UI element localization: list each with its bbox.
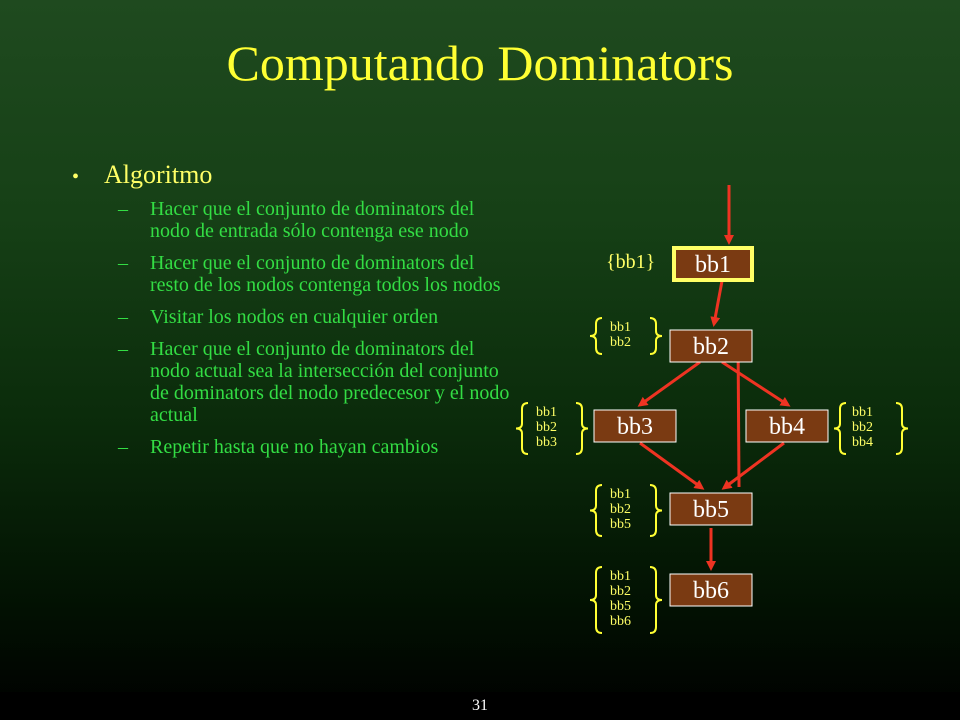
dominator-entry: bb3 — [536, 435, 557, 450]
node-label: bb5 — [693, 497, 729, 523]
left-brace-icon — [516, 403, 528, 454]
left-brace-icon — [590, 485, 602, 536]
subitem-text: Hacer que el conjunto de dominators del nodo de entrada sólo contenga ese nodo — [150, 198, 475, 242]
node-bb6 — [670, 574, 752, 606]
node-bb3 — [594, 410, 676, 442]
dominator-set-bb5 — [590, 485, 662, 536]
subitem-text: Hacer que el conjunto de dominators del resto de los nodos contenga todos los nodos — [150, 252, 501, 296]
right-brace-icon — [896, 403, 908, 454]
dominator-entry: bb1 — [852, 405, 873, 420]
subitem-text: Repetir hasta que no hayan cambios — [150, 436, 439, 458]
dominator-entry: bb2 — [536, 420, 557, 435]
list-item: – Hacer que el conjunto de dominators del nodo de entrada sólo contenga ese nodo — [118, 198, 475, 242]
subitem-text: Hacer que el conjunto de dominators del nodo actual sea la intersección del conjunto de dominators del nodo predecesor y el nodo actual — [150, 338, 510, 426]
dominator-entry: bb2 — [852, 420, 873, 435]
dominator-entry: bb1 — [610, 487, 631, 502]
node-label: bb6 — [693, 578, 729, 604]
dominator-entry: bb5 — [610, 517, 631, 532]
left-brace-icon — [590, 567, 602, 633]
slide-title: Computando Dominators — [226, 35, 734, 91]
dominator-entry: bb5 — [610, 599, 631, 614]
dominator-entry: bb1 — [536, 405, 557, 420]
node-label: bb1 — [695, 252, 731, 278]
edge-bb3-to-bb5 — [640, 443, 702, 488]
dominator-entry: bb4 — [852, 435, 873, 450]
edge-bb1-to-bb2 — [714, 281, 722, 324]
dominator-entry: bb1 — [610, 320, 631, 335]
right-brace-icon — [650, 485, 662, 536]
right-brace-icon — [650, 318, 662, 354]
bullet-dot-icon: • — [72, 166, 80, 188]
subitem-text: Visitar los nodos en cualquier orden — [150, 306, 439, 328]
edge-bb2-to-bb3 — [640, 362, 700, 405]
dominator-entry: bb6 — [610, 614, 631, 629]
edge-bb4-to-bb5 — [724, 443, 784, 488]
left-brace-icon — [590, 318, 602, 354]
right-brace-icon — [650, 567, 662, 633]
left-brace-icon — [834, 403, 846, 454]
node-bb5 — [670, 493, 752, 525]
list-item: – Hacer que el conjunto de dominators del resto de los nodos contenga todos los nodos — [118, 252, 501, 296]
node-bb2 — [670, 330, 752, 362]
node-bb1 — [674, 248, 752, 280]
dominator-set-bb6 — [590, 567, 662, 633]
node-label: bb2 — [693, 334, 729, 360]
list-item: – Repetir hasta que no hayan cambios — [118, 436, 439, 458]
dominator-entry: bb2 — [610, 502, 631, 517]
node-bb4 — [746, 410, 828, 442]
list-item: – Hacer que el conjunto de dominators del nodo actual sea la intersección del conjunto de dominators del nodo predecesor y el nodo actual — [118, 338, 510, 426]
list-item: – Visitar los nodos en cualquier orden — [118, 306, 439, 328]
dominator-set-bb2 — [590, 318, 662, 354]
node-label: bb3 — [617, 414, 653, 440]
dominator-entry: bb2 — [610, 584, 631, 599]
dominator-set-bb3 — [516, 403, 588, 454]
bullet-label: Algoritmo — [104, 160, 213, 189]
page-number: 31 — [472, 697, 488, 714]
dominator-entry: bb2 — [610, 335, 631, 350]
entry-set-label: {bb1} — [606, 251, 656, 273]
dominator-set-bb4 — [834, 403, 908, 454]
right-brace-icon — [576, 403, 588, 454]
dominator-entry: bb1 — [610, 569, 631, 584]
node-label: bb4 — [769, 414, 805, 440]
edge-bb2-to-bb4 — [722, 362, 788, 405]
